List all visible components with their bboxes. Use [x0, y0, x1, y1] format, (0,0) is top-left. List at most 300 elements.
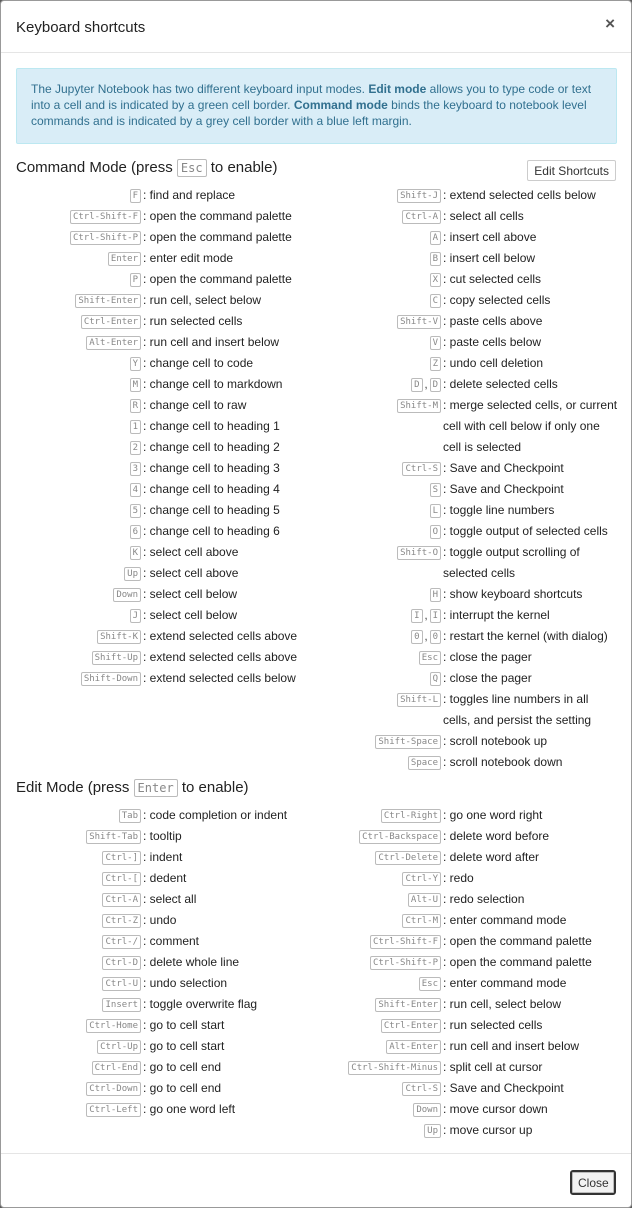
shortcut-keys — [301, 524, 441, 540]
shortcut-description: : Save and Checkpoint — [443, 1081, 564, 1095]
shortcut-description: : change cell to heading 1 — [143, 419, 280, 433]
shortcut-description: : select cell below — [143, 587, 238, 601]
shortcut-key: 0 — [411, 630, 422, 644]
shortcut-description: : copy selected cells — [443, 293, 551, 307]
shortcut-description: : run selected cells — [443, 1018, 543, 1032]
shortcut-row — [1, 850, 321, 868]
shortcut-key: Shift-O — [397, 546, 441, 560]
shortcut-keys — [301, 871, 441, 887]
shortcut-row — [1, 314, 321, 332]
shortcut-row — [301, 808, 619, 826]
shortcut-row — [301, 692, 619, 731]
shortcut-row — [1, 377, 321, 395]
shortcut-keys — [301, 976, 441, 992]
intro-text-2: allows you to type code or text into a cell and is indicated by a green cell border. — [31, 82, 592, 112]
shortcut-key: V — [430, 336, 441, 350]
shortcut-key: 2 — [130, 441, 141, 455]
shortcut-row — [1, 629, 321, 647]
shortcut-key: S — [430, 483, 441, 497]
shortcut-row — [1, 934, 321, 952]
command-mode-title — [16, 159, 277, 177]
shortcut-description: : change cell to heading 4 — [143, 482, 280, 496]
shortcut-row — [301, 955, 619, 973]
shortcut-key: F — [130, 189, 141, 203]
shortcut-description: : indent — [143, 850, 183, 864]
intro-edit-mode: Edit mode — [368, 82, 427, 96]
shortcut-key: Space — [408, 756, 441, 770]
shortcut-description: : run cell and insert below — [443, 1039, 580, 1053]
shortcut-description: : Save and Checkpoint — [443, 461, 564, 475]
shortcut-key: Shift-Tab — [86, 830, 141, 844]
shortcut-keys — [1, 976, 141, 992]
shortcut-row — [1, 892, 321, 910]
shortcut-description: : go one word left — [143, 1102, 236, 1116]
command-mode-title-suffix: to enable) — [206, 159, 278, 176]
shortcut-description: : extend selected cells above — [143, 629, 298, 643]
shortcut-keys — [1, 377, 141, 393]
shortcut-description: : toggle output scrolling of selected cells — [443, 545, 580, 580]
shortcut-row — [301, 850, 619, 868]
shortcut-key: Down — [113, 588, 141, 602]
shortcut-key: Ctrl-A — [102, 893, 141, 907]
shortcut-keys — [301, 692, 441, 708]
shortcut-key: Alt-Enter — [86, 336, 141, 350]
shortcut-keys — [301, 913, 441, 929]
intro-command-mode: Command mode — [293, 98, 388, 112]
shortcut-key: Ctrl-D — [102, 956, 141, 970]
shortcut-key: Ctrl-U — [102, 977, 141, 991]
shortcut-row — [1, 335, 321, 353]
shortcut-keys — [1, 1060, 141, 1076]
shortcut-row — [301, 503, 619, 521]
shortcut-key: I — [411, 609, 422, 623]
shortcut-description: : enter command mode — [443, 913, 567, 927]
shortcut-row — [1, 1081, 321, 1099]
edit-mode-title-suffix: to enable) — [177, 779, 249, 796]
shortcut-row — [301, 1123, 619, 1141]
shortcut-description: : select all — [143, 892, 197, 906]
shortcut-key: Shift-M — [397, 399, 441, 413]
dialog-header — [1, 1, 631, 53]
shortcut-row — [301, 188, 619, 206]
shortcut-description: : run selected cells — [143, 314, 243, 328]
shortcut-key: Ctrl-Left — [86, 1103, 141, 1117]
shortcut-key: D — [411, 378, 422, 392]
shortcut-row — [301, 892, 619, 910]
shortcut-key: K — [130, 546, 141, 560]
shortcut-key: Insert — [102, 998, 141, 1012]
shortcut-description: : change cell to raw — [143, 398, 247, 412]
shortcut-keys — [1, 629, 141, 645]
shortcut-row — [301, 461, 619, 479]
shortcut-description: : insert cell above — [443, 230, 537, 244]
shortcut-description: : close the pager — [443, 671, 532, 685]
shortcut-key: Ctrl-Up — [97, 1040, 141, 1054]
shortcut-keys — [1, 398, 141, 414]
shortcut-row — [1, 545, 321, 563]
shortcut-row — [1, 503, 321, 521]
shortcut-row — [301, 251, 619, 269]
shortcut-key: Ctrl-] — [102, 851, 141, 865]
shortcut-description: : go to cell end — [143, 1060, 222, 1074]
shortcut-keys — [1, 1039, 141, 1055]
shortcut-key: L — [430, 504, 441, 518]
shortcut-keys — [1, 356, 141, 372]
shortcut-row — [1, 955, 321, 973]
shortcut-description: : undo cell deletion — [443, 356, 544, 370]
shortcut-description: : tooltip — [143, 829, 182, 843]
shortcut-key: Shift-L — [397, 693, 441, 707]
shortcut-row — [301, 377, 619, 395]
shortcut-key: 1 — [130, 420, 141, 434]
shortcut-keys — [1, 188, 141, 204]
shortcut-description: : change cell to heading 5 — [143, 503, 280, 517]
esc-key: Esc — [177, 159, 207, 177]
shortcut-keys — [301, 545, 441, 561]
shortcut-description: : move cursor up — [443, 1123, 533, 1137]
shortcut-row — [1, 440, 321, 458]
shortcut-row — [301, 976, 619, 994]
shortcut-keys — [1, 503, 141, 519]
shortcut-row — [301, 629, 619, 647]
shortcut-keys — [1, 545, 141, 561]
shortcut-description: : change cell to heading 2 — [143, 440, 280, 454]
shortcut-key: Alt-Enter — [386, 1040, 441, 1054]
shortcut-key: Ctrl-Backspace — [359, 830, 441, 844]
shortcut-keys — [301, 1102, 441, 1118]
shortcut-key: Z — [430, 357, 441, 371]
shortcut-keys — [1, 1018, 141, 1034]
shortcut-keys — [301, 356, 441, 372]
shortcut-description: : toggle line numbers — [443, 503, 555, 517]
shortcut-description: : open the command palette — [143, 209, 292, 223]
shortcut-row — [301, 272, 619, 290]
shortcut-keys — [1, 293, 141, 309]
shortcut-key: Tab — [119, 809, 141, 823]
shortcut-key: Shift-J — [397, 189, 441, 203]
shortcut-key: Ctrl-Home — [86, 1019, 141, 1033]
shortcut-description: : open the command palette — [443, 934, 592, 948]
shortcut-keys — [1, 251, 141, 267]
shortcut-row — [301, 1102, 619, 1120]
shortcut-key: Ctrl-A — [402, 210, 441, 224]
shortcut-row — [1, 1039, 321, 1057]
shortcut-row — [301, 398, 619, 458]
shortcut-description: : run cell and insert below — [143, 335, 280, 349]
shortcut-description: : interrupt the kernel — [443, 608, 550, 622]
shortcut-description: : restart the kernel (with dialog) — [443, 629, 608, 643]
shortcut-keys — [301, 808, 441, 824]
shortcut-description: : open the command palette — [443, 955, 592, 969]
shortcut-row — [301, 608, 619, 626]
shortcut-key: Alt-U — [408, 893, 441, 907]
shortcut-keys — [1, 892, 141, 908]
shortcut-key: Ctrl-S — [402, 462, 441, 476]
shortcut-row — [301, 913, 619, 931]
shortcut-row — [1, 230, 321, 248]
intro-text-3: binds the keyboard to notebook level commands and is indicated by a grey cell border with a blue left margin. — [31, 98, 587, 128]
command-mode-title-text: Command Mode (press — [16, 159, 177, 176]
shortcut-keys — [301, 398, 441, 414]
shortcut-description: : code completion or indent — [143, 808, 288, 822]
shortcut-row — [301, 314, 619, 332]
shortcut-row — [301, 671, 619, 689]
shortcut-row — [301, 482, 619, 500]
edit-shortcuts-button[interactable]: Edit Shortcuts — [527, 160, 616, 181]
shortcut-description: : select all cells — [443, 209, 524, 223]
dialog-title: Keyboard shortcuts — [16, 19, 146, 36]
shortcut-description: : close the pager — [443, 650, 532, 664]
shortcut-row — [301, 934, 619, 952]
shortcut-description: : change cell to heading 6 — [143, 524, 280, 538]
shortcut-row — [1, 209, 321, 227]
shortcut-key: 4 — [130, 483, 141, 497]
shortcut-keys — [1, 829, 141, 845]
shortcut-key: Ctrl-Shift-F — [370, 935, 441, 949]
shortcut-key: Shift-V — [397, 315, 441, 329]
shortcut-description: : enter command mode — [443, 976, 567, 990]
shortcut-keys — [301, 955, 441, 971]
shortcut-description: : select cell above — [143, 566, 239, 580]
shortcut-description: : select cell above — [143, 545, 239, 559]
shortcut-keys — [301, 1018, 441, 1034]
shortcut-key: J — [130, 609, 141, 623]
shortcut-key: C — [430, 294, 441, 308]
shortcut-keys — [1, 650, 141, 666]
shortcut-key: Shift-Down — [81, 672, 141, 686]
shortcut-description: : cut selected cells — [443, 272, 542, 286]
shortcut-description: : toggle overwrite flag — [143, 997, 258, 1011]
shortcut-row — [301, 997, 619, 1015]
shortcut-keys — [301, 461, 441, 477]
shortcut-row — [301, 1081, 619, 1099]
shortcut-description: : run cell, select below — [443, 997, 562, 1011]
shortcut-keys — [301, 608, 441, 624]
shortcut-keys — [1, 850, 141, 866]
shortcut-key: R — [130, 399, 141, 413]
shortcut-keys — [301, 272, 441, 288]
shortcut-description: : redo selection — [443, 892, 525, 906]
shortcut-description: : change cell to code — [143, 356, 254, 370]
edit-mode-title-text: Edit Mode (press — [16, 779, 134, 796]
shortcut-row — [1, 829, 321, 847]
shortcut-row — [1, 1102, 321, 1120]
shortcut-keys — [301, 230, 441, 246]
shortcut-row — [1, 272, 321, 290]
shortcut-key: Enter — [108, 252, 141, 266]
shortcut-row — [1, 871, 321, 889]
shortcut-description: : delete word after — [443, 850, 540, 864]
shortcut-description: : change cell to markdown — [143, 377, 283, 391]
shortcut-row — [301, 829, 619, 847]
shortcut-keys — [301, 892, 441, 908]
shortcut-keys — [1, 461, 141, 477]
shortcut-description: : change cell to heading 3 — [143, 461, 280, 475]
shortcut-keys — [301, 850, 441, 866]
shortcut-key: O — [430, 525, 441, 539]
shortcut-keys — [301, 587, 441, 603]
shortcut-row — [1, 1060, 321, 1078]
shortcut-description: : paste cells below — [443, 335, 542, 349]
shortcut-description: : extend selected cells above — [143, 650, 298, 664]
shortcut-description: : show keyboard shortcuts — [443, 587, 583, 601]
shortcut-keys — [301, 650, 441, 666]
shortcut-keys — [301, 293, 441, 309]
shortcut-row — [301, 335, 619, 353]
shortcut-description: : go one word right — [443, 808, 543, 822]
close-icon[interactable]: × — [605, 14, 615, 33]
shortcut-keys — [301, 188, 441, 204]
shortcut-keys — [301, 755, 441, 771]
shortcut-description: : run cell, select below — [143, 293, 262, 307]
shortcut-key: Ctrl-Enter — [381, 1019, 441, 1033]
shortcut-key: Ctrl-[ — [102, 872, 141, 886]
shortcut-keys — [1, 272, 141, 288]
shortcut-description: : open the command palette — [143, 272, 292, 286]
shortcut-keys — [1, 808, 141, 824]
shortcut-key: Y — [130, 357, 141, 371]
shortcut-row — [301, 1018, 619, 1036]
shortcut-key: X — [430, 273, 441, 287]
shortcut-key: Ctrl-Down — [86, 1082, 141, 1096]
intro-text-1: The Jupyter Notebook has two different keyboard input modes. — [31, 82, 369, 96]
shortcut-keys — [1, 955, 141, 971]
shortcut-keys — [301, 671, 441, 687]
shortcut-row — [1, 587, 321, 605]
shortcut-row — [1, 976, 321, 994]
shortcut-key: Esc — [419, 977, 441, 991]
shortcut-keys — [301, 251, 441, 267]
shortcut-keys — [301, 209, 441, 225]
shortcut-description: : undo — [143, 913, 177, 927]
key-separator: , — [424, 379, 428, 391]
shortcut-description: : find and replace — [143, 188, 236, 202]
shortcut-key: M — [130, 378, 141, 392]
shortcut-keys — [301, 829, 441, 845]
shortcut-row — [1, 398, 321, 416]
shortcut-keys — [1, 335, 141, 351]
shortcut-row — [1, 808, 321, 826]
shortcut-description: : scroll notebook down — [443, 755, 563, 769]
shortcut-row — [301, 230, 619, 248]
shortcut-key: Ctrl-/ — [102, 935, 141, 949]
shortcut-row — [301, 650, 619, 668]
shortcut-row — [301, 1060, 619, 1078]
key-separator: , — [424, 631, 428, 643]
shortcut-description: : delete selected cells — [443, 377, 558, 391]
shortcut-keys — [301, 314, 441, 330]
shortcut-key: Ctrl-Z — [102, 914, 141, 928]
shortcut-description: : dedent — [143, 871, 187, 885]
shortcut-row — [1, 1018, 321, 1036]
shortcut-keys — [301, 1081, 441, 1097]
shortcut-key: Ctrl-Delete — [375, 851, 441, 865]
shortcut-row — [1, 293, 321, 311]
shortcut-key: Shift-Enter — [375, 998, 441, 1012]
shortcut-keys — [301, 629, 441, 645]
shortcut-description: : delete whole line — [143, 955, 240, 969]
shortcut-description: : insert cell below — [443, 251, 536, 265]
shortcut-keys — [1, 871, 141, 887]
shortcut-key: Ctrl-S — [402, 1082, 441, 1096]
shortcut-key: A — [430, 231, 441, 245]
shortcut-keys — [1, 1102, 141, 1118]
shortcut-keys — [1, 524, 141, 540]
shortcut-key: 6 — [130, 525, 141, 539]
shortcut-keys — [1, 934, 141, 950]
mode-info-alert — [16, 68, 617, 144]
shortcut-description: : extend selected cells below — [143, 671, 296, 685]
shortcut-keys — [301, 734, 441, 750]
shortcut-keys — [1, 209, 141, 225]
shortcut-description: : go to cell start — [143, 1018, 225, 1032]
shortcut-key: P — [130, 273, 141, 287]
shortcut-description: : toggle output of selected cells — [443, 524, 608, 538]
shortcut-description: : split cell at cursor — [443, 1060, 543, 1074]
shortcut-keys — [1, 566, 141, 582]
close-button[interactable]: Close — [570, 1170, 616, 1195]
shortcut-row — [301, 293, 619, 311]
shortcut-keys — [1, 314, 141, 330]
shortcut-key: Ctrl-Right — [381, 809, 441, 823]
shortcut-key: 5 — [130, 504, 141, 518]
shortcut-key: Ctrl-Shift-P — [70, 231, 141, 245]
shortcut-row — [301, 871, 619, 889]
key-separator: , — [424, 610, 428, 622]
shortcut-keys — [1, 230, 141, 246]
shortcut-key: Shift-Enter — [75, 294, 141, 308]
shortcut-description: : redo — [443, 871, 474, 885]
shortcut-description: : open the command palette — [143, 230, 292, 244]
shortcut-key: Ctrl-Shift-Minus — [348, 1061, 441, 1075]
shortcut-keys — [1, 1081, 141, 1097]
shortcut-row — [301, 734, 619, 752]
shortcut-keys — [301, 934, 441, 950]
shortcut-key: Ctrl-Y — [402, 872, 441, 886]
shortcut-keys — [301, 1060, 441, 1076]
shortcut-key: Ctrl-M — [402, 914, 441, 928]
shortcut-key: Up — [124, 567, 141, 581]
shortcut-key: Ctrl-Shift-F — [70, 210, 141, 224]
shortcut-key: Up — [424, 1124, 441, 1138]
shortcut-row — [301, 356, 619, 374]
shortcut-key: Ctrl-Enter — [81, 315, 141, 329]
shortcut-row — [1, 997, 321, 1015]
shortcut-row — [1, 913, 321, 931]
shortcut-row — [1, 356, 321, 374]
shortcut-description: : comment — [143, 934, 200, 948]
shortcut-key: Shift-Space — [375, 735, 441, 749]
shortcut-key: 0 — [430, 630, 441, 644]
shortcut-description: : undo selection — [143, 976, 228, 990]
shortcut-key: Ctrl-End — [92, 1061, 141, 1075]
dialog-footer — [1, 1153, 631, 1207]
shortcut-description: : toggles line numbers in all cells, and persist the setting — [443, 692, 592, 727]
shortcut-keys — [301, 503, 441, 519]
shortcut-keys — [1, 587, 141, 603]
shortcut-description: : Save and Checkpoint — [443, 482, 564, 496]
shortcut-row — [301, 1039, 619, 1057]
shortcut-key: H — [430, 588, 441, 602]
shortcut-keys — [1, 608, 141, 624]
shortcut-keys — [301, 1123, 441, 1139]
shortcut-key: Down — [413, 1103, 441, 1117]
shortcut-keys — [1, 440, 141, 456]
shortcut-row — [1, 671, 321, 689]
shortcut-key: D — [430, 378, 441, 392]
shortcut-row — [1, 461, 321, 479]
shortcut-description: : move cursor down — [443, 1102, 548, 1116]
